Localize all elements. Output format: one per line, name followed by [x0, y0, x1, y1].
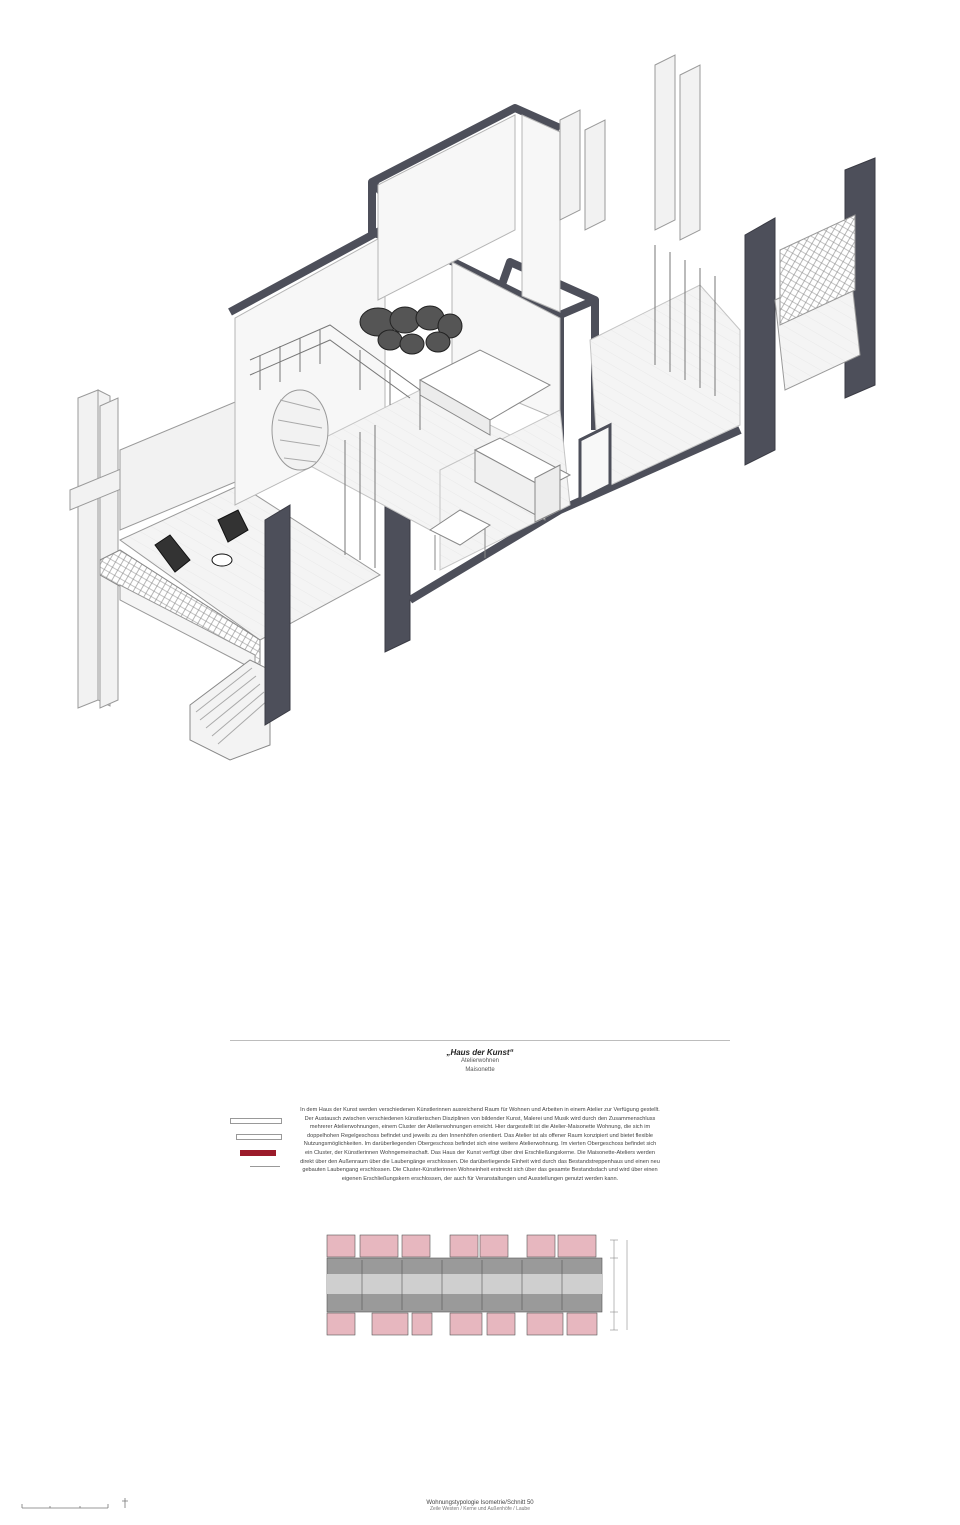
- legend-swatch-1: [230, 1118, 282, 1124]
- left-stair: [190, 660, 270, 760]
- legend-swatch-2: [236, 1134, 282, 1140]
- floor-plan: [322, 1230, 642, 1340]
- plan-dimensions: [610, 1240, 627, 1330]
- subtitle-2: Maisonette: [465, 1067, 495, 1073]
- title-block: [330, 1048, 630, 1075]
- footer: [380, 1500, 580, 1512]
- plan-units-top: [327, 1235, 596, 1257]
- wet-cell: [580, 425, 610, 500]
- plan-corridor: [327, 1258, 602, 1312]
- footer-line-1: Wohnungstypologie Isometrie/Schnitt 50: [426, 1500, 534, 1506]
- scale-bar: [20, 1496, 140, 1510]
- legend-swatch-line: [250, 1166, 280, 1167]
- subtitle-1: Atelierwohnen: [460, 1058, 500, 1064]
- project-title: „Haus der Kunst“: [446, 1048, 514, 1057]
- footer-line-2: Zeile Westen / Kerne und Außenhöfe / Laube: [430, 1506, 530, 1512]
- plan-units-bottom: [327, 1313, 597, 1335]
- description-text: In dem Haus der Kunst werden verschiedenen Künstlerinnen ausreichend Raum für Wohnen und Arbeiten in einem Atelier zur Verfügung gestellt. Der Austausch zwischen verschiedenen künstlerischen Disziplinen von bildender Kunst, Malerei und Musik wird durch den Zusammenschluss mehrerer Atelierwohnungen, einem Cluster der Atelierwohnungen erreicht. Hier dargestellt ist die Atelier-Maisonette Wohnung, die sich im doppelhohen Regelgeschoss befindet und jeweils zu den Innenhöfen orientiert. Das Atelier ist als offener Raum konzipiert und bietet flexible Nutzungsmöglichkeiten. Im darüberliegenden Obergeschoss befindet sich eine weitere Atelierwohnung. Im vierten Obergeschoss befindet sich ein Cluster, der Künstlerinnen Wohngemeinschaft. Das Haus der Kunst verfügt über drei Erschließungskerne. Die Maisonette-Ateliers werden direkt über den Außenraum über die Laubengänge erschlossen. Die darüberliegende Einheit wird durch das Bestandstreppenhaus und einen neu gebauten Laubengang erschlossen. Die Cluster-Künstlerinnen Wohneinheit erstreckt sich über das gesamte Bestandsdach und wird über einen eigenen Erschließungskern erschlossen, der auch für Veranstaltungen und Ausstellungen genutzt werden kann.: [300, 1107, 660, 1182]
- legend-swatch-red: [240, 1150, 276, 1156]
- legend: [230, 1118, 290, 1177]
- divider-line: [230, 1040, 730, 1041]
- spiral-stair: [272, 390, 328, 470]
